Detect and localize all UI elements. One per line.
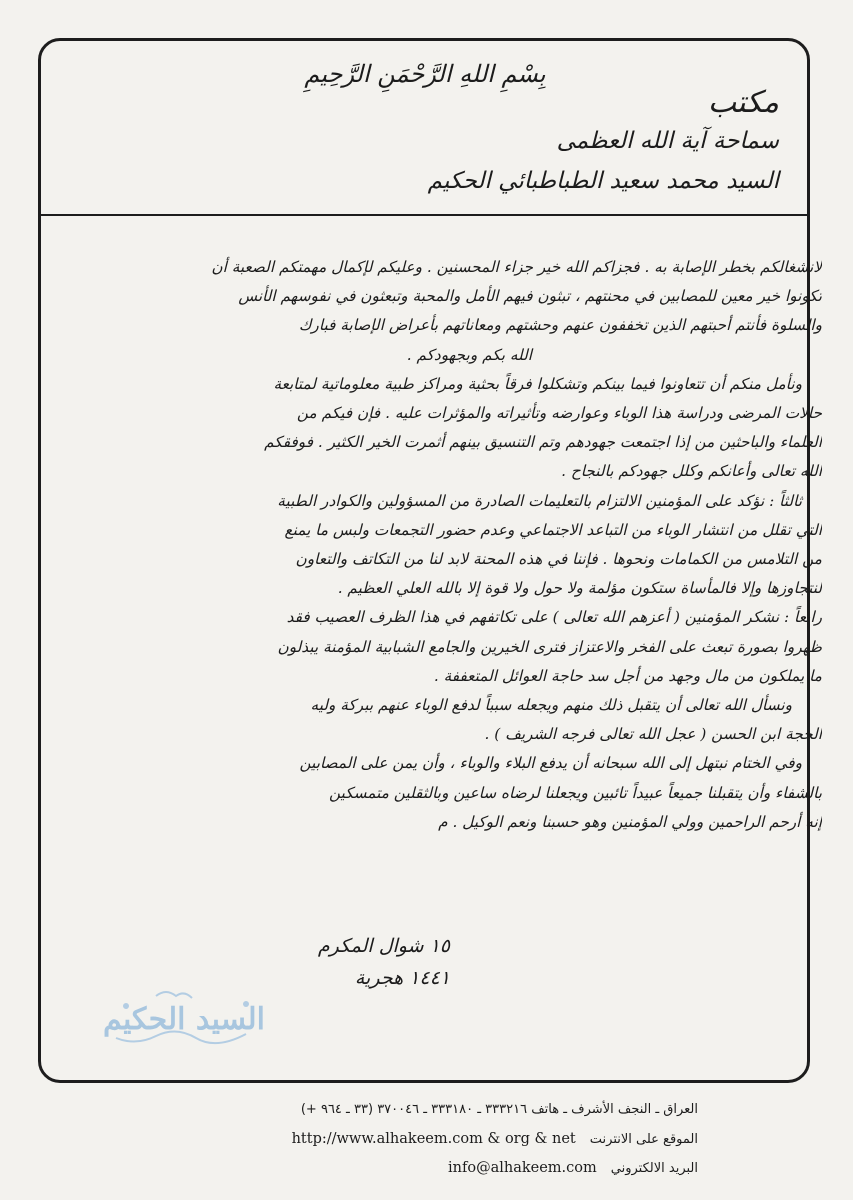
footer-website-row [292, 1131, 698, 1147]
header-divider [40, 214, 808, 216]
date-year: ١٤٤١ هجرية [354, 967, 450, 989]
letter-line: العلماء والباحثين من إذا اجتمعت جهودهم وتم التنسيق بينهم أثمرت الخير الكثير . فوفقكم [264, 433, 822, 452]
letter-line: بالشفاء وأن يتقبلنا جميعاً عبيداً تائبين ويجعلنا لرضاه ساعين وبالثقلين متمسكين [328, 783, 822, 802]
email-label: البريد الالكتروني [610, 1161, 698, 1176]
letter-line: الحجة ابن الحسن ( عجل الله تعالى فرجه الشريف ) . [484, 725, 822, 744]
official-seal [96, 988, 272, 1050]
letter-line: الله بكم وبجهودكم . [406, 345, 532, 364]
letter-line: ظهروا بصورة تبعث على الفخر والاعتزاز فترى الخيرين والجامع الشبابية المؤمنة يبذلون [277, 637, 822, 656]
footer-address: العراق ـ النجف الأشرف ـ هاتف ٣٣٣٢١٦ ـ ٣٣٣١٨٠ ـ ٣٧٠٠٤٦ (٣٣ ـ ٩٦٤ +) [300, 1102, 698, 1117]
footer-email-row [448, 1160, 698, 1176]
letter-line: الله تعالى وأعانكم وكلل جهودكم بالنجاح . [561, 462, 822, 481]
letter-body [100, 253, 822, 837]
letter-line: لانشغالكم بخطر الإصابة به . فجزاكم الله خير جزاء المحسنين . وعليكم لإكمال مهمتكم الصعبة أن [211, 258, 822, 276]
letter-line: لنتجاوزها وإلا فالمأساة ستكون مؤلمة ولا حول ولا قوة إلا بالله العلي العظيم . [337, 579, 822, 598]
seal-lettering: السيد الحكيم [103, 1002, 265, 1037]
letter-line: ونسأل الله تعالى أن يتقبل ذلك منهم ويجعله سبباً لدفع الوباء عنهم ببركة وليه [310, 696, 792, 715]
basmala: بِسْمِ اللهِ الرَّحْمَنِ الرَّحِيمِ [304, 60, 546, 88]
letter-line: ونأمل منكم أن تتعاونوا فيما بينكم وتشكلوا فرقاً بحثية ومراكز طبية معلوماتية لمتابعة [273, 374, 802, 393]
letter-line: تكونوا خير معين للمصابين في محنتهم ، تبثون فيهم الأمل والمحبة وتبعثون في نفوسهم الأنس [238, 287, 822, 306]
letter-line: رابعاً : نشكر المؤمنين ( أعزهم الله تعالى ) على تكاتفهم في هذا الظرف العصيب فقد [286, 608, 822, 627]
letter-line: ثالثاً : نؤكد على المؤمنين الالتزام بالتعليمات الصادرة من المسؤولين والكوادر الطبية [277, 491, 802, 510]
website-label: الموقع على الانترنت [589, 1132, 698, 1147]
letter-line: ما يملكون من مال وجهد من أجل سد حاجة العوائل المتعففة . [433, 666, 822, 685]
letter-line: حالات المرضى ودراسة هذا الوباء وعوارضه وتأثيراته والمؤثرات عليه . فإن فيكم من [296, 404, 822, 423]
letter-line: وفي الختام نبتهل إلى الله سبحانه أن يدفع البلاء والوباء ، وأن يمن على المصابين [299, 754, 802, 773]
email-link[interactable]: info@alhakeem.com [448, 1160, 597, 1176]
website-link[interactable]: http://www.alhakeem.com & org & net [291, 1131, 576, 1147]
date-day-month: ١٥ شوال المكرم [317, 935, 450, 957]
letter-line: والسلوة فأنتم أحبتهم الذين تخففون عنهم وحشتهم ومعاناتهم بأعراض الإصابة فبارك [298, 316, 822, 335]
letter-line: إنه أرحم الراحمين وولي المؤمنين وهو حسبنا ونعم الوكيل . م [438, 812, 822, 831]
letter-line: التي تقلل من انتشار الوباء من التباعد الاجتماعي وعدم حضور التجمعات ولبس ما يمنع [284, 520, 822, 539]
letter-date [270, 930, 450, 994]
office-name: السيد محمد سعيد الطباطبائي الحكيم [427, 168, 779, 194]
office-title: مكتب [707, 85, 779, 120]
letter-line: من التلامس من الكمامات ونحوها . فإننا في هذه المحنة لابد لنا من التكاتف والتعاون [295, 550, 822, 569]
office-subtitle: سماحة آية الله العظمى [556, 128, 779, 154]
